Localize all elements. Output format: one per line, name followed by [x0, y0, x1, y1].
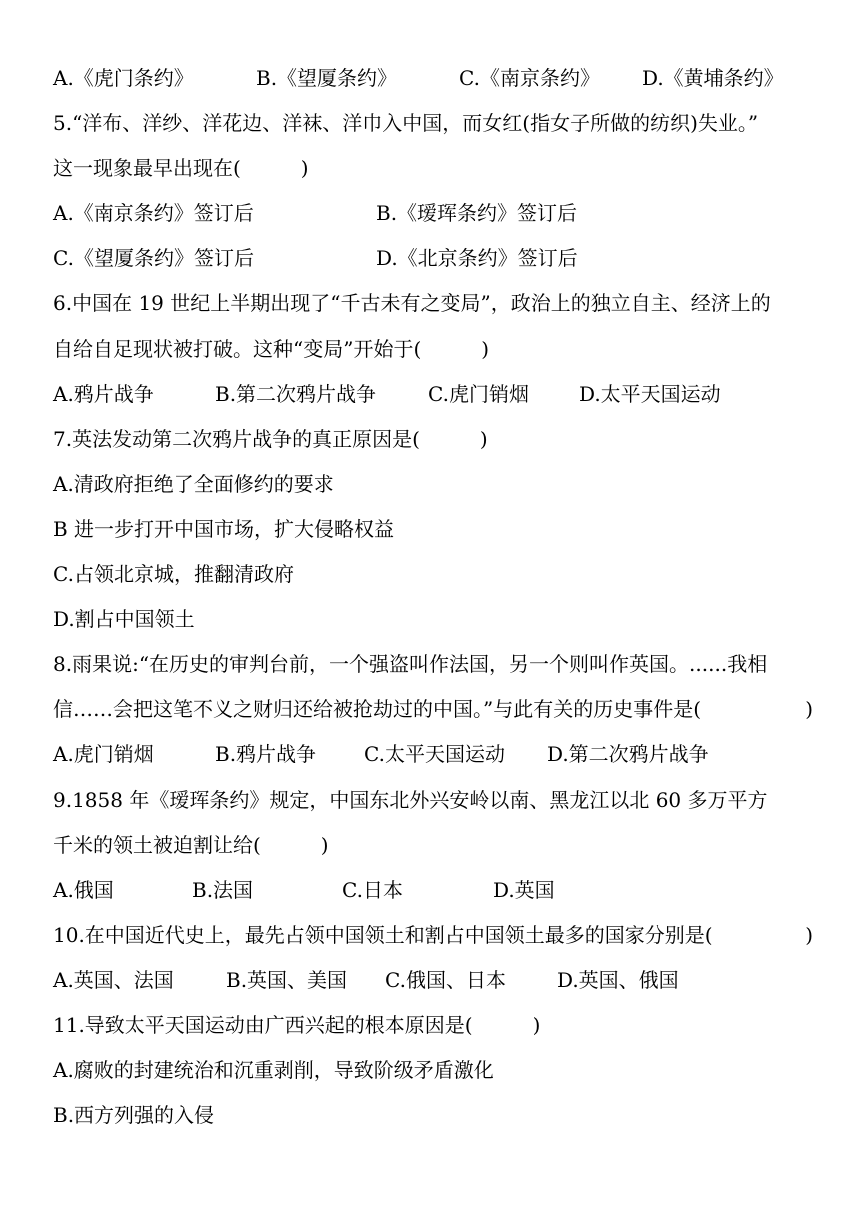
q9-option-a: A.俄国: [53, 877, 114, 902]
q9-stem-line1: 9.1858 年《瑷珲条约》规定，中国东北外兴安岭以南、黑龙江以北 60 多万平方: [53, 787, 768, 812]
q6-stem-line2: 自给自足现状被打破。这种“变局”开始于( ): [53, 336, 490, 361]
q8-answer-paren-close: ): [805, 697, 813, 722]
q8-stem-line2: [53, 687, 813, 732]
q8-option-c: C.太平天国运动: [364, 742, 505, 767]
q10-stem: [53, 913, 813, 958]
q5-option-a: A.《南京条约》签订后: [53, 201, 254, 226]
q11-option-b: B.西方列强的入侵: [53, 1103, 215, 1128]
q8-option-a: A.虎门销烟: [53, 742, 154, 767]
q7-option-d: D.割占中国领土: [53, 607, 195, 632]
q7-option-c: C.占领北京城，推翻清政府: [53, 562, 294, 587]
q9-option-b: B.法国: [192, 877, 254, 902]
q10-options-row: [53, 958, 813, 1003]
q11-option-a: A.腐败的封建统治和沉重剥削，导致阶级矛盾激化: [53, 1058, 494, 1083]
q6-options-row: [53, 372, 813, 417]
q7-option-b: B 进一步打开中国市场，扩大侵略权益: [53, 516, 395, 541]
q10-stem-text: 10.在中国近代史上，最先占领中国领土和割占中国领土最多的国家分别是(: [53, 922, 713, 947]
q5-options-row-1: [53, 191, 813, 236]
q9-option-c: C.日本: [342, 877, 403, 902]
q8-option-b: B.鸦片战争: [215, 742, 317, 767]
q10-option-c: C.俄国、日本: [385, 967, 506, 992]
q6-option-c: C.虎门销烟: [428, 381, 529, 406]
q4-option-b: B.《望厦条约》: [256, 66, 398, 90]
q10-option-d: D.英国、俄国: [557, 967, 679, 992]
q5-option-b: B.《瑷珲条约》签订后: [376, 201, 578, 226]
q5-option-d: D.《北京条约》签订后: [376, 246, 578, 271]
q10-answer-paren-close: ): [805, 922, 813, 947]
q4-option-c: C.《南京条约》: [459, 66, 600, 90]
q8-stem-line1: 8.雨果说:“在历史的审判台前，一个强盗叫作法国，另一个则叫作英国。......我相: [53, 652, 768, 677]
q8-stem-line2-text: 信……会把这笔不义之财归还给被抢劫过的中国。”与此有关的历史事件是(: [53, 697, 702, 722]
q9-stem-line2: 千米的领土被迫割让给( ): [53, 832, 329, 857]
q6-option-b: B.第二次鸦片战争: [215, 381, 377, 406]
exam-page: [53, 56, 813, 1138]
q9-option-d: D.英国: [493, 877, 555, 902]
q8-option-d: D.第二次鸦片战争: [547, 742, 709, 767]
q4-option-a: A.《虎门条约》: [53, 66, 194, 90]
q8-options-row: [53, 732, 813, 777]
q5-options-row-2: [53, 236, 813, 281]
q5-stem-line1: 5.“洋布、洋纱、洋花边、洋袜、洋巾入中国，而女红(指女子所做的纺织)失业。”: [53, 111, 759, 136]
q6-option-a: A.鸦片战争: [53, 381, 154, 406]
q6-option-d: D.太平天国运动: [579, 381, 721, 406]
q5-stem-line2: 这一现象最早出现在( ): [53, 156, 309, 181]
q10-option-a: A.英国、法国: [53, 967, 174, 992]
q7-option-a: A.清政府拒绝了全面修约的要求: [53, 471, 334, 496]
q11-stem: 11.导致太平天国运动由广西兴起的根本原因是( ): [53, 1012, 541, 1037]
q6-stem-line1: 6.中国在 19 世纪上半期出现了“千古未有之变局”，政治上的独立自主、经济上的: [53, 291, 771, 316]
q5-option-c: C.《望厦条约》签订后: [53, 246, 254, 271]
q9-options-row: [53, 868, 813, 913]
q10-option-b: B.英国、美国: [226, 967, 348, 992]
q4-option-d: D.《黄埔条约》: [642, 66, 784, 90]
q4-options-row: [53, 56, 813, 101]
q7-stem: 7.英法发动第二次鸦片战争的真正原因是( ): [53, 426, 488, 451]
